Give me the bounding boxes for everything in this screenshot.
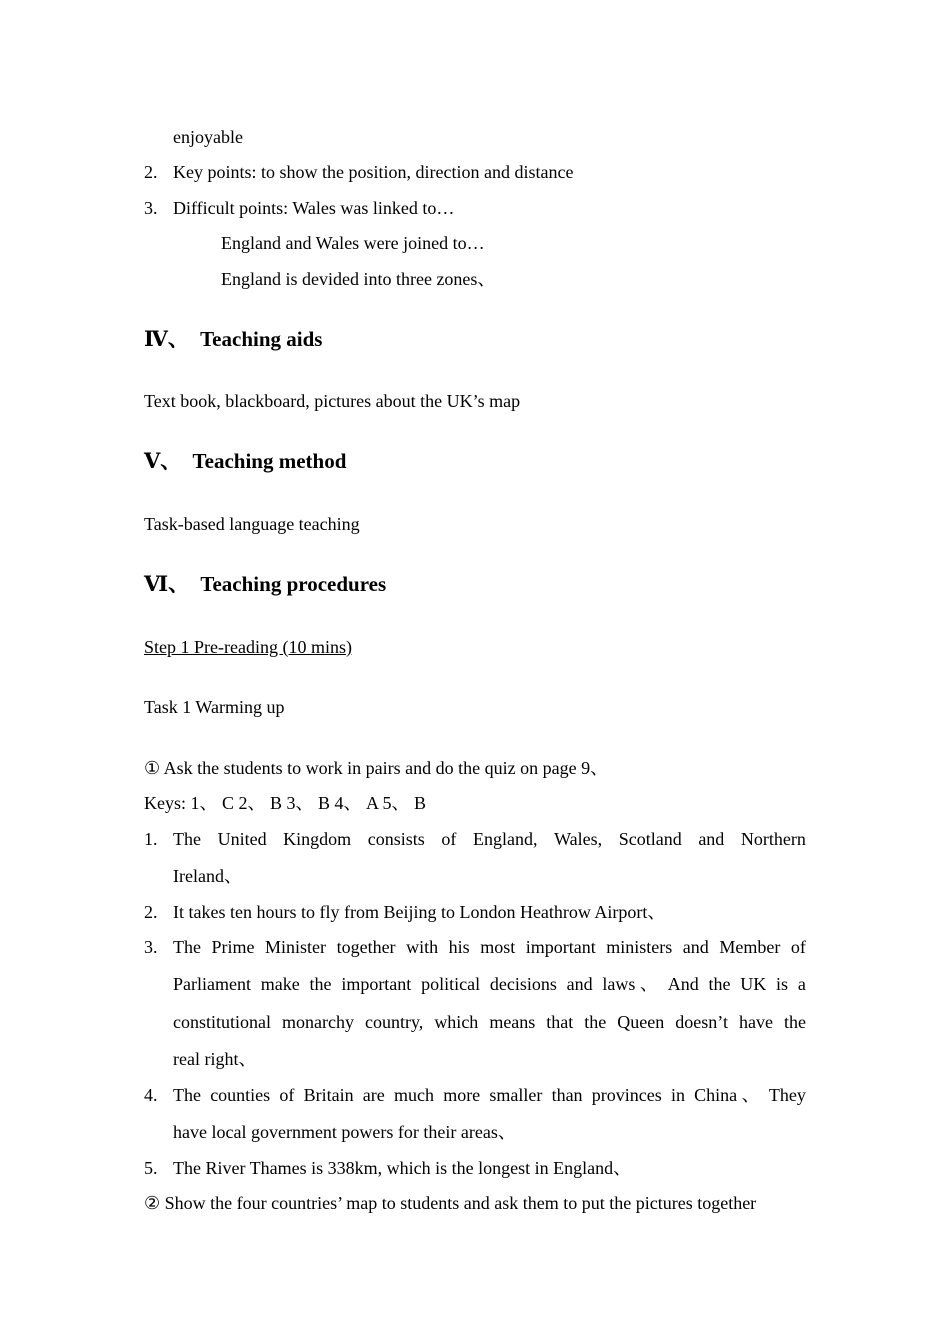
word: doesn’t bbox=[675, 1012, 728, 1032]
word: the bbox=[309, 974, 332, 994]
word: Kingdom bbox=[283, 829, 352, 849]
word: of bbox=[279, 1085, 295, 1105]
word: Scotland bbox=[618, 829, 682, 849]
objectives-continuation: enjoyable bbox=[173, 127, 243, 147]
word: monarchy bbox=[282, 1012, 354, 1032]
quiz-item-number: 5. bbox=[144, 1158, 158, 1178]
difficult-points-number: 3. bbox=[144, 198, 158, 218]
word: and bbox=[566, 974, 593, 994]
word: The bbox=[173, 937, 201, 957]
word: a bbox=[797, 974, 806, 994]
word: constitutional bbox=[173, 1012, 271, 1032]
teaching-method-body: Task-based language teaching bbox=[144, 514, 360, 534]
word: Prime bbox=[211, 937, 255, 957]
word: the bbox=[584, 1012, 607, 1032]
quiz-item-number: 1. bbox=[144, 829, 158, 849]
task1-heading: Task 1 Warming up bbox=[144, 697, 285, 717]
word: with bbox=[406, 937, 439, 957]
word: country, bbox=[364, 1012, 424, 1032]
word: Northern bbox=[740, 829, 806, 849]
quiz-item-4-line2: have local government powers for their areas、 bbox=[173, 1122, 516, 1142]
word: political bbox=[421, 974, 481, 994]
quiz-item-3-line1 bbox=[173, 936, 806, 958]
quiz-item-4-line1 bbox=[173, 1084, 806, 1106]
word: of bbox=[441, 829, 457, 849]
quiz-keys: Keys: 1、 C 2、 B 3、 B 4、 A 5、 B bbox=[144, 793, 427, 813]
word: China 、 bbox=[694, 1085, 760, 1105]
key-points-number: 2. bbox=[144, 162, 158, 182]
quiz-item-number: 2. bbox=[144, 902, 158, 922]
word: ministers bbox=[606, 937, 673, 957]
word: his bbox=[448, 937, 470, 957]
word: more bbox=[443, 1085, 481, 1105]
quiz-item-number: 4. bbox=[144, 1085, 158, 1105]
word: And bbox=[667, 974, 699, 994]
quiz-item-1-line2: Ireland、 bbox=[173, 866, 242, 886]
word: most bbox=[480, 937, 516, 957]
word: than bbox=[551, 1085, 583, 1105]
word: Minister bbox=[265, 937, 327, 957]
word: of bbox=[790, 937, 806, 957]
difficult-points-sub2: England is devided into three zones、 bbox=[221, 269, 496, 289]
section-title: Teaching method bbox=[192, 449, 347, 473]
word: important bbox=[341, 974, 412, 994]
section-title: Teaching procedures bbox=[200, 572, 387, 596]
quiz-item-3-line3 bbox=[173, 1011, 806, 1033]
word: have bbox=[738, 1012, 773, 1032]
key-points-text: Key points: to show the position, direction and distance bbox=[173, 162, 574, 182]
word: is bbox=[776, 974, 789, 994]
word: consists bbox=[367, 829, 425, 849]
word: provinces bbox=[591, 1085, 662, 1105]
word: United bbox=[217, 829, 267, 849]
section-heading-teaching-method bbox=[144, 450, 346, 472]
word: much bbox=[393, 1085, 434, 1105]
word: the bbox=[783, 1012, 806, 1032]
difficult-points-text: Difficult points: Wales was linked to… bbox=[173, 198, 455, 218]
word: UK bbox=[740, 974, 767, 994]
word: in bbox=[670, 1085, 685, 1105]
word: and bbox=[682, 937, 709, 957]
section-heading-teaching-aids bbox=[144, 328, 322, 350]
word: together bbox=[336, 937, 396, 957]
word: smaller bbox=[489, 1085, 543, 1105]
word: Wales, bbox=[554, 829, 603, 849]
word: The bbox=[173, 829, 201, 849]
section-numeral: Ⅴ、 bbox=[144, 449, 182, 473]
item-b: ② Show the four countries’ map to students and ask them to put the pictures together bbox=[144, 1193, 757, 1213]
word: They bbox=[768, 1085, 806, 1105]
word: Parliament bbox=[173, 974, 251, 994]
word: counties bbox=[210, 1085, 271, 1105]
word: make bbox=[260, 974, 300, 994]
section-title: Teaching aids bbox=[200, 327, 323, 351]
step1-heading: Step 1 Pre-reading (10 mins) bbox=[144, 637, 352, 657]
section-numeral: Ⅳ、 bbox=[144, 327, 189, 351]
word: and bbox=[698, 829, 725, 849]
word: which bbox=[434, 1012, 479, 1032]
word: decisions bbox=[489, 974, 557, 994]
quiz-item-1-line1 bbox=[173, 828, 806, 850]
word: that bbox=[546, 1012, 574, 1032]
word: England, bbox=[472, 829, 538, 849]
word: laws 、 bbox=[602, 974, 658, 994]
section-numeral: Ⅵ、 bbox=[144, 572, 190, 596]
word: important bbox=[525, 937, 596, 957]
quiz-item-number: 3. bbox=[144, 937, 158, 957]
item-a: ① Ask the students to work in pairs and do the quiz on page 9、 bbox=[144, 758, 609, 778]
word: the bbox=[708, 974, 731, 994]
word: are bbox=[362, 1085, 385, 1105]
teaching-aids-body: Text book, blackboard, pictures about the UK’s map bbox=[144, 391, 521, 411]
difficult-points-sub1: England and Wales were joined to… bbox=[221, 233, 485, 253]
word: Britain bbox=[303, 1085, 354, 1105]
word: The bbox=[173, 1085, 201, 1105]
word: Queen bbox=[617, 1012, 665, 1032]
quiz-item-5-text: The River Thames is 338km, which is the longest in England、 bbox=[173, 1158, 632, 1178]
section-heading-teaching-procedures bbox=[144, 573, 386, 595]
quiz-item-3-line2 bbox=[173, 973, 806, 995]
word: means bbox=[489, 1012, 536, 1032]
quiz-item-2-text: It takes ten hours to fly from Beijing to London Heathrow Airport、 bbox=[173, 902, 666, 922]
quiz-item-3-line4: real right、 bbox=[173, 1049, 257, 1069]
word: Member bbox=[719, 937, 781, 957]
